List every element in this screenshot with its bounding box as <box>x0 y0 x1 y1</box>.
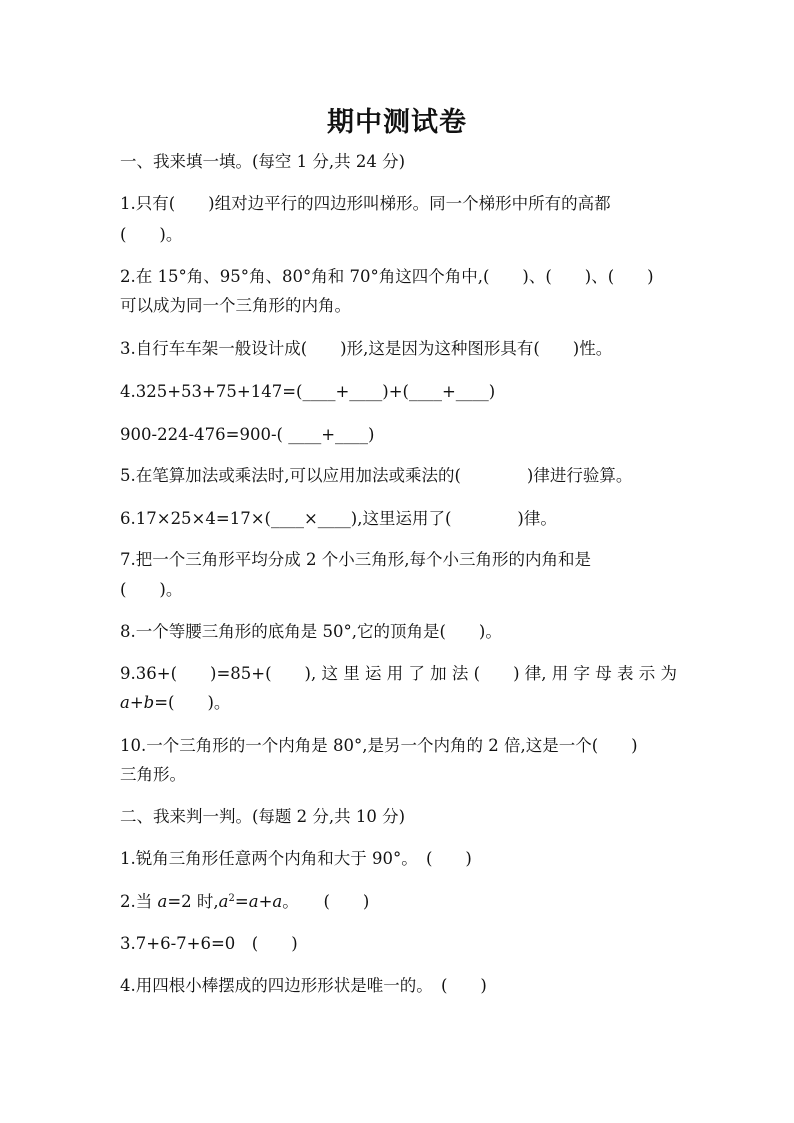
q2-line1: 2.在 15°角、95°角、80°角和 70°角这四个角中,( )、( )、( ) <box>120 267 654 286</box>
var-b: b <box>143 693 155 712</box>
q4-line1: 4.325+53+75+147=(____+____)+(____+____) <box>120 382 496 401</box>
judge-3: 3.7+6-7+6=0 ( ) <box>120 934 298 953</box>
judge-2 <box>120 892 369 912</box>
q9-line2-rest: =( )。 <box>154 693 231 712</box>
var-a: a <box>248 892 259 911</box>
equals-sign: = <box>234 892 249 911</box>
judge-2-prefix: 2.当 <box>120 892 158 911</box>
q8: 8.一个等腰三角形的底角是 50°,它的顶角是( )。 <box>120 622 502 641</box>
plus-sign: + <box>129 693 144 712</box>
q10-line2: 三角形。 <box>120 765 186 784</box>
q5: 5.在笔算加法或乘法时,可以应用加法或乘法的( )律进行验算。 <box>120 466 633 485</box>
q9-line2 <box>120 693 230 713</box>
section1-heading: 一、我来填一填。(每空 1 分,共 24 分) <box>120 152 406 171</box>
q7-line2: ( )。 <box>120 580 183 599</box>
q2-line2: 可以成为同一个三角形的内角。 <box>120 296 351 315</box>
q6: 6.17×25×4=17×(____×____),这里运用了( )律。 <box>120 509 557 528</box>
q3: 3.自行车车架一般设计成( )形,这是因为这种图形具有( )性。 <box>120 339 613 358</box>
var-a: a <box>272 892 283 911</box>
q1-line1: 1.只有( )组对边平行的四边形叫梯形。同一个梯形中所有的高都 <box>120 194 611 213</box>
judge-1: 1.锐角三角形任意两个内角和大于 90°。 ( ) <box>120 849 472 868</box>
exponent: 2 <box>228 893 235 904</box>
var-a: a <box>157 892 168 911</box>
var-a: a <box>218 892 229 911</box>
var-a: a <box>120 693 130 712</box>
plus-sign: + <box>258 892 273 911</box>
q10-line1: 10.一个三角形的一个内角是 80°,是另一个内角的 2 倍,这是一个( ) <box>120 736 638 755</box>
judge-2-mid: =2 时, <box>167 892 219 911</box>
q1-line2: ( )。 <box>120 225 183 244</box>
section2-heading: 二、我来判一判。(每题 2 分,共 10 分) <box>120 807 406 826</box>
q9-line1: 9.36+( )=85+( ), 这 里 运 用 了 加 法 ( ) 律, 用 字 母 表 示 为 <box>120 664 677 683</box>
q4-line2: 900-224-476=900-( ____+____) <box>120 425 375 444</box>
judge-2-rest: 。 ( ) <box>282 892 370 911</box>
judge-4: 4.用四根小棒摆成的四边形形状是唯一的。 ( ) <box>120 976 487 995</box>
q7-line1: 7.把一个三角形平均分成 2 个小三角形,每个小三角形的内角和是 <box>120 550 591 569</box>
page-title: 期中测试卷 <box>327 107 467 138</box>
